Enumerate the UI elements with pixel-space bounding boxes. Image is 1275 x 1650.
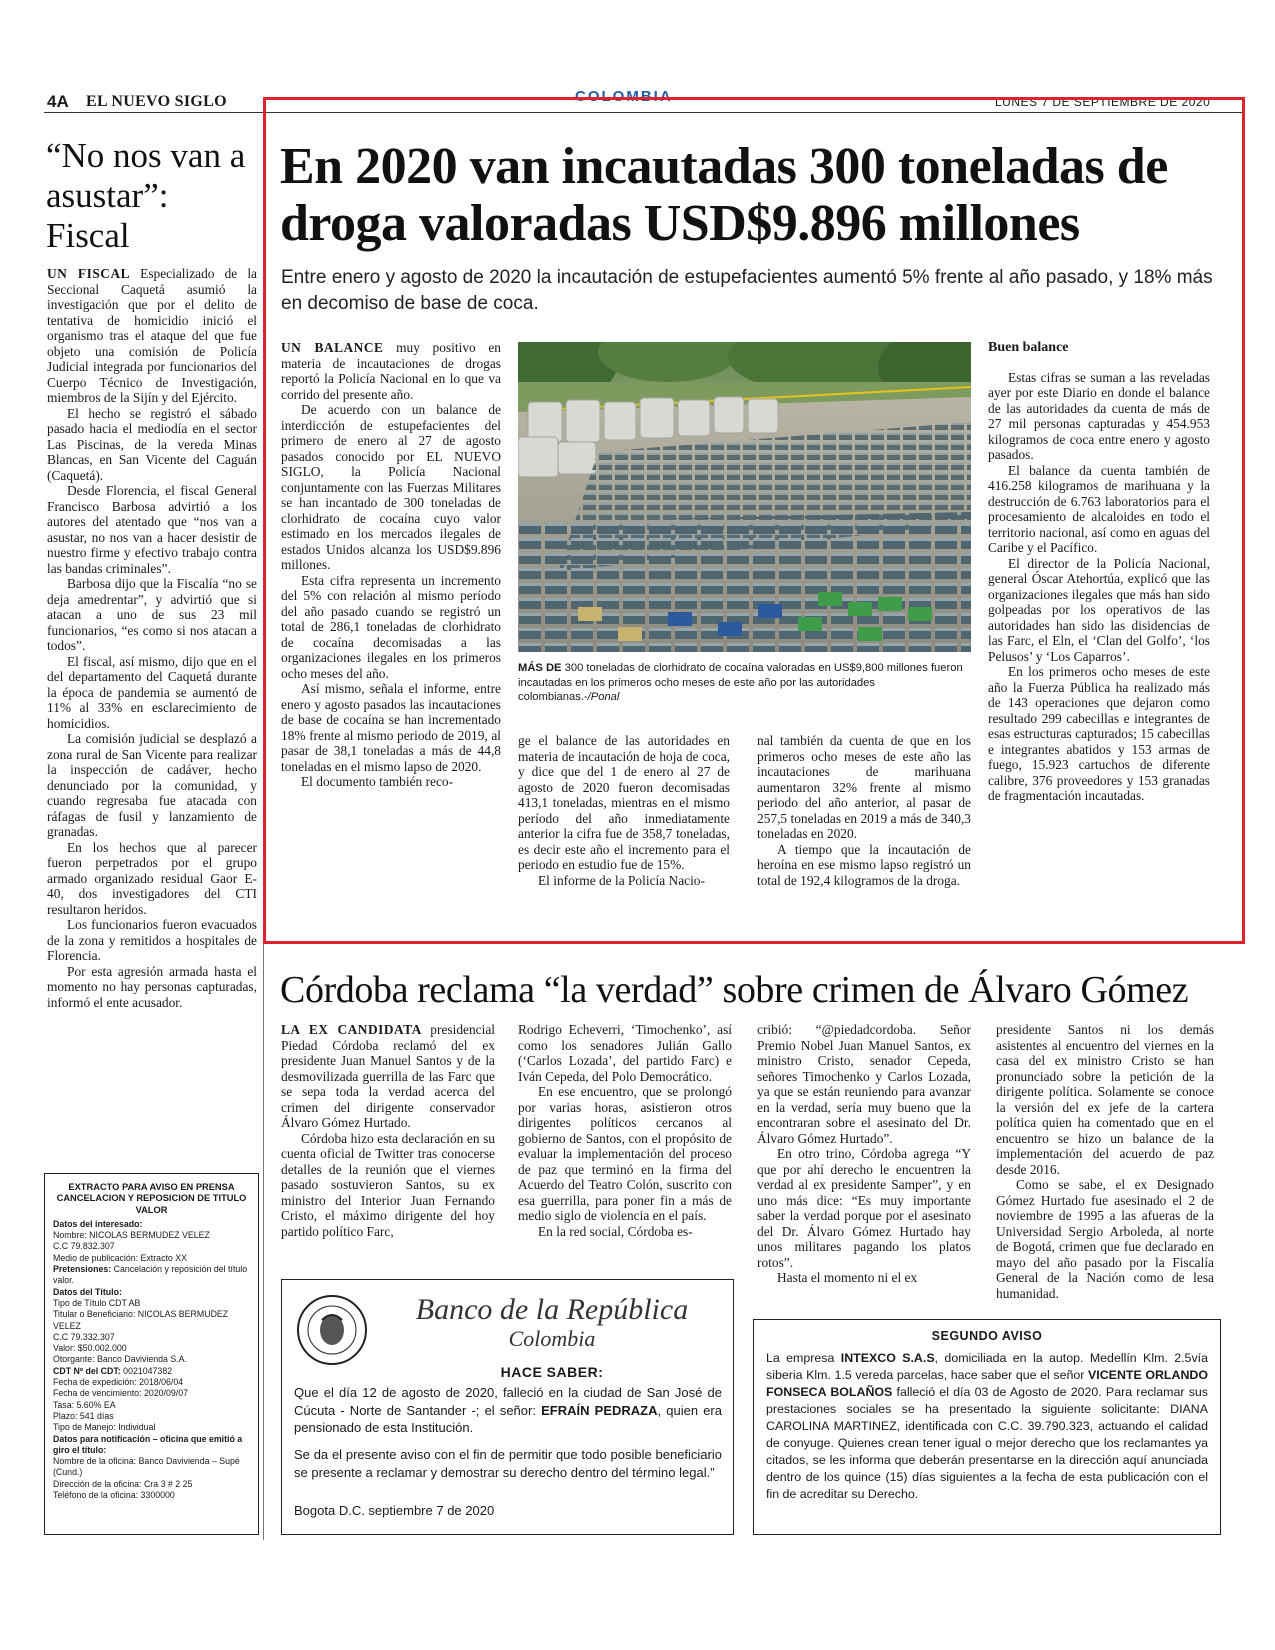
left-article-paragraph: El hecho se registró el sábado pasado hacia el mediodía en el sector Las Piscinas, de la vereda Minas Blancas, en San Vicente del Caguán (Caquetá).: [47, 405, 257, 483]
second-article-paragraph: Rodrigo Echeverri, ‘Timochenko’, así como los senadores Julián Gallo (‘Carlos Lozada’, del partido Farc) e Iván Cepeda, del Polo Democrático.: [518, 1022, 732, 1084]
main-article-paragraph: Esta cifra representa un incremento del 5% con relación al mismo período del año pasado cuando se registró un total de 286,1 toneladas de clorhidrato de cocaína decomisadas a las organizaciones ilegales en los primeros ocho meses del año.: [281, 572, 501, 681]
left-article-paragraph: Desde Florencia, el fiscal General Francisco Barbosa advirtió a los autores del atentado que “nos van a asustar, no nos van a hacer desistir de nuestro firme y efectivo trabajo contra las bandas criminales”.: [47, 483, 257, 576]
photo-caption: [518, 661, 971, 705]
legal-notice-title: EXTRACTO PARA AVISO EN PRENSA CANCELACION Y REPOSICION DE TITULO VALOR: [56, 1182, 247, 1215]
second-article-lead: LA EX CANDIDATA: [281, 1022, 422, 1037]
main-article-column-3: [757, 733, 971, 888]
legal-notice-label: Datos del Título:: [53, 1286, 122, 1297]
legal-notice-rows: [53, 1219, 250, 1501]
bank-notice-box: [281, 1279, 734, 1535]
legal-notice-row: [53, 1490, 250, 1501]
left-article-paragraph: Barbosa dijo que la Fiscalía “no se deja amedrentar”, y advirtió que si atacan a uno de sus 23 mil funcionarios, “es como si nos atacan a todos”.: [47, 576, 257, 653]
legal-notice-label: Datos para notificación – oficina que emitió a giro el título:: [53, 1433, 243, 1455]
second-article-headline: Córdoba reclama “la verdad” sobre crimen de Álvaro Gómez: [280, 969, 1189, 1011]
legal-notice-value: C.C 79.332.307: [53, 1331, 115, 1342]
bank-notice-paragraph: Se da el presente aviso con el fin de permitir que todo posible beneficiario se presente a reclamar y demostrar su derecho dentro del término legal.”: [294, 1447, 722, 1480]
legal-notice-row: [53, 1287, 250, 1298]
bank-seal-icon: [296, 1294, 368, 1366]
legal-notice-row: [53, 1377, 250, 1388]
legal-notice-row: [53, 1411, 250, 1422]
second-article-paragraph: En la red social, Córdoba es-: [538, 1223, 693, 1239]
bank-name: Banco de la República: [415, 1293, 689, 1326]
legal-notice-row: [53, 1354, 250, 1365]
main-article-paragraph: nal también da cuenta de que en los primeros ocho meses de este año las incautaciones de marihuana aumentaron 32% frente al mismo periodo del año anterior, al pasar de 257,5 toneladas en 2019 a más de 340,3 toneladas en 2020.: [757, 733, 971, 841]
second-article-paragraph: En ese encuentro, que se prolongó por varias horas, asistieron otros dirigentes políticos cercanos al gobierno de Santos, con el propósito de evaluar la implementación del proceso de paz que terminó en la firma del Acuerdo del Teatro Colón, suscrito con esa guerrilla, para poner fin a más de medio siglo de violencia en el país.: [518, 1084, 732, 1223]
bank-notice-text: Que el día 12 de agosto de 2020, falleció en la ciudad de San José de Cúcuta - Norte de Santander -; el señor:: [294, 1385, 722, 1418]
header-divider: [44, 112, 1244, 113]
bank-notice-signature: Bogota D.C. septiembre 7 de 2020: [294, 1503, 495, 1518]
bank-notice-paragraph: [294, 1384, 722, 1437]
segundo-aviso-text: [766, 1350, 1208, 1503]
legal-notice-value: Plazo: 541 días: [53, 1410, 114, 1421]
legal-notice-row: [53, 1479, 250, 1490]
aviso-text: La empresa: [766, 1351, 841, 1365]
legal-notice-label: Pretensiones:: [53, 1264, 112, 1275]
bank-hace-saber: HACE SABER:: [500, 1364, 604, 1380]
legal-notice-row: [53, 1241, 250, 1252]
main-article-paragraph: muy positivo en materia de incautaciones de drogas reportó la Policía Nacional en lo que va corrido del presente año.: [281, 340, 501, 402]
legal-notice-value: Tasa: 5.60% EA: [53, 1399, 116, 1410]
main-article-paragraph: A tiempo que la incautación de heroína en ese mismo lapso registró un total de 192,4 kilogramos de la droga.: [757, 841, 971, 888]
main-article-paragraph: De acuerdo con un balance de interdicción de estupefacientes del primero de enero al 27 de agosto pasados conocido por EL NUEVO SIGLO, la Policía Nacional conjuntamente con las Fuerzas Militares se han incantado de 300 toneladas de clorhidrato de cocaína cuyo valor estimado en los mercados ilegales de estados Unidos alcanza los USD$9.896 millones.: [281, 402, 501, 572]
drug-seizure-photo: [518, 342, 971, 652]
legal-notice-value: Otorgante: Banco Davivienda S.A.: [53, 1354, 187, 1365]
main-article-paragraph: Estas cifras se suman a las reveladas ayer por este Diario en donde el balance de las autoridades da cuenta de más de 27 mil personas capturadas y 454.953 kilogramos de coca entre enero y agosto pasados.: [988, 369, 1210, 462]
legal-notice-label: Datos del interesado:: [53, 1218, 143, 1229]
page-number: 4A: [47, 92, 69, 111]
aviso-company: INTEXCO S.A.S: [840, 1351, 935, 1365]
left-article-paragraph: Por esta agresión armada hasta el momento no hay personas capturadas, informó el ente acusador.: [47, 963, 257, 1010]
main-article-paragraph: El documento también reco-: [301, 774, 454, 789]
legal-notice-value: C.C 79.832.307: [53, 1241, 115, 1252]
bank-notice-text: , quien era pensionado de esta Institución.: [294, 1402, 722, 1435]
left-article-lead: UN FISCAL: [47, 266, 131, 281]
legal-notice-label: CDT Nº del CDT:: [53, 1365, 121, 1376]
second-article-column-4: [996, 1022, 1214, 1301]
legal-notice-row: [53, 1400, 250, 1411]
main-article-column-1: [281, 340, 501, 790]
second-article-paragraph: Córdoba hizo esta declaración en su cuenta oficial de Twitter tras conocerse detalles de la reunión que el viernes pasado sostuvieron Santos, su ex ministro del Interior Juan Fernando Cristo, el máximo dirigente del hoy partido político Farc,: [281, 1130, 495, 1239]
legal-notice-row: [53, 1456, 250, 1479]
main-article-paragraph: Así mismo, señala el informe, entre enero y agosto pasados las incautaciones de base de cocaína se han incrementado 18% frente al mismo periodo de 2019, al pasar de 38,1 toneladas a más de 44,8 toneladas en el mismo lapso de 2020.: [281, 681, 501, 774]
legal-notice-row: [53, 1422, 250, 1433]
legal-notice-value: Teléfono de la oficina: 3300000: [53, 1490, 175, 1501]
legal-notice-row: [53, 1332, 250, 1343]
section-name: COLOMBIA: [575, 88, 673, 105]
main-article-headline: En 2020 van incautadas 300 toneladas de droga valoradas USD$9.896 millones: [280, 138, 1168, 252]
segundo-aviso-title: SEGUNDO AVISO: [931, 1329, 1043, 1343]
segundo-aviso-box: [753, 1319, 1221, 1535]
left-article-paragraph: Los funcionarios fueron evacuados de la zona y remitidos a hospitales de Florencia.: [47, 917, 257, 963]
main-article-paragraph: El director de la Policía Nacional, general Óscar Atehortúa, explicó que las organizaciones ilegales que más han sido golpeadas por los operativos de las autoridades han sido las disidencias de las Farc, el Eln, el ‘Clan del Golfo’, ‘los Pelusos’ y ‘Los Caparros’.: [988, 555, 1210, 664]
second-article-paragraph: Hasta el momento ni el ex: [777, 1270, 918, 1285]
legal-notice-value: Dirección de la oficina: Cra 3 # 2 25: [53, 1478, 193, 1489]
bank-country: Colombia: [508, 1326, 596, 1351]
legal-notice-value: Medio de publicación: Extracto XX: [53, 1252, 187, 1263]
left-article-paragraph: Especializado de la Seccional Caquetá asumió la investigación que por el delito de tentativa de homicidio inició el organismo tras el ataque del que fue objeto una comisión de Policía Judicial integrada por funcionarios del Cuerpo Técnico de Investigación, miembros de la Sijín y del Ejército.: [47, 266, 257, 405]
left-article-headline: “No nos van a asustar”: Fiscal: [46, 136, 246, 255]
legal-notice-row: [53, 1434, 250, 1457]
second-article-paragraph: presidencial Piedad Córdoba reclamó del ex presidente Juan Manuel Santos y de la desmovilizada guerrilla de las Farc que se sepa toda la verdad acerca del crimen del dirigente conservador Álvaro Gómez Hurtado.: [281, 1022, 495, 1130]
legal-notice-value: Tipo de Título CDT AB: [53, 1297, 141, 1308]
second-article-column-2: [518, 1022, 732, 1239]
second-article-paragraph: presidente Santos ni los demás asistentes al encuentro del viernes en la casa del ex ministro Cristo se han pronunciado sobre la petición de la dirigente política. Solamente se conoce la versión del ex jefe de la cartera política quien ha comentado que en el encuentro se hizo un balance de la implementación del acuerdo de paz desde 2016.: [996, 1022, 1214, 1177]
photo-caption-text: 300 toneladas de clorhidrato de cocaína valoradas en US$9,800 millones fueron incautadas en los primeros ocho meses de este año por las autoridades colombianas.-: [518, 662, 963, 703]
legal-notice-row: [53, 1366, 250, 1377]
second-article-paragraph: Como se sabe, el ex Designado Gómez Hurtado fue asesinado el 2 de noviembre de 1995 a las afueras de la Universidad Sergio Arboleda, al norte de Bogotá, crimen que fue declarado en mayo del año pasado por la Fiscalía General de la Nación como de lesa humanidad.: [996, 1177, 1214, 1301]
aviso-person: VICENTE ORLANDO FONSECA BOLAÑOS: [766, 1368, 1208, 1399]
legal-notice-row: [53, 1253, 250, 1264]
legal-notice-box: [44, 1173, 259, 1535]
main-article-column-2: [518, 733, 730, 888]
second-article-paragraph: En otro trino, Córdoba agrega “Y que por ahí derecho le encuentren la verdad al ex presidente Samper”, y en uno más dice: “Es muy importante saber la verdad porque por el asesinato del Dr. Álvaro Gómez Hurtado hay unos militares pagando los platos rotos”.: [757, 1146, 971, 1270]
main-article-paragraph: En los primeros ocho meses de este año la Fuerza Pública ha realizado más de 143 operaciones que dejaron como resultado 299 cabecillas e integrantes de esas estructuras capturados; 15 cabecillas e integrantes abatidos y 153 armas de fuego, 15.923 cartuchos de diferente calibre, 376 proveedores y 153 granadas de fragmentación incautadas.: [988, 664, 1210, 803]
legal-notice-row: [53, 1388, 250, 1399]
main-article-deck: Entre enero y agosto de 2020 la incautación de estupefacientes aumentó 5% frente al año pasado, y 18% más en decomiso de base de coca.: [281, 267, 1213, 314]
aviso-text: falleció el día 03 de Agosto de 2020. Para reclamar sus prestaciones sociales se ha presentado la siguiente solicitante: DIANA CAROLINA MARTINEZ, identificada con C.C. 39.790.323, actuando el calidad de conyuge. Quienes crean tener igual o mejor derecho que los reclamantes ya citados, se les informa que deberán presentarse en la dirección aquí anunciada dentro de los quince (15) días siguientes a la fecha de esta publicación con el fin de acreditar su Derecho.: [766, 1385, 1209, 1501]
legal-notice-value: Fecha de vencimiento: 2020/09/07: [53, 1388, 188, 1399]
left-article-paragraph: En los hechos que al parecer fueron perpetrados por el grupo armado organizado residual Gaor E-40, dos investigadores del CTI resultaron heridos.: [47, 839, 257, 917]
photo-caption-lead: MÁS DE: [518, 662, 562, 674]
main-article-lead: UN BALANCE: [281, 340, 384, 355]
legal-notice-value: Cancelación y reposición del título valor.: [53, 1264, 248, 1286]
legal-notice-row: [53, 1264, 250, 1287]
legal-notice-value: 0021047382: [120, 1365, 173, 1376]
left-article-body: [47, 266, 257, 1010]
legal-notice-value: Tipo de Manejo: Individual: [53, 1422, 156, 1433]
legal-notice-row: [53, 1298, 250, 1309]
left-article-paragraph: La comisión judicial se desplazó a zona rural de San Vicente para realizar la inspección de cadáver, hecho denunciado por la comunidad, y cuando regresaba fue atacada con ráfagas de fusil y lanzamiento de granadas.: [47, 731, 257, 839]
main-article-paragraph: El balance da cuenta también de 416.258 kilogramos de marihuana y la destrucción de 6.763 laboratorios para el procesamiento de alcaloides en todo el territorio nacional, así como en aguas del Caribe y el Pacífico.: [988, 462, 1210, 555]
legal-notice-value: Nombre: NICOLAS BERMUDEZ VELEZ: [53, 1230, 210, 1241]
legal-notice-value: Fecha de expedición: 2018/06/04: [53, 1377, 184, 1388]
main-article-paragraph: ge el balance de las autoridades en materia de incautación de hoja de coca, y dice que del 1 de enero al 27 de agosto de 2020 fueron decomisadas 413,1 toneladas, mientras en el mismo período del año inmediatamente anterior la cifra fue de 358,7 toneladas, es decir este año el incremento para el periodo en estudio fue de 15%.: [518, 733, 730, 872]
bank-notice-person: EFRAÍN PEDRAZA: [541, 1402, 658, 1418]
legal-notice-value: Titular o Beneficiario: NICOLAS BERMUDEZ VELEZ: [53, 1309, 229, 1331]
second-article-column-1: [281, 1022, 495, 1239]
main-article-subhead: Buen balance: [988, 340, 1069, 355]
column-divider: [263, 120, 264, 1540]
legal-notice-row: [53, 1309, 250, 1332]
main-article-paragraph: El informe de la Policía Nacio-: [538, 872, 705, 888]
newspaper-name: EL NUEVO SIGLO: [86, 93, 227, 110]
photo-credit: /Ponal: [587, 691, 620, 703]
issue-date: LUNES 7 DE SEPTIEMBRE DE 2020: [995, 95, 1211, 109]
second-article-paragraph: cribió: “@piedadcordoba. Señor Premio Nobel Juan Manuel Santos, ex ministro Cristo, senador Cepeda, señores Timochenko y Carlos Lozada, ya que se están reuniendo para avanzar en la verdad, sería muy bueno que la encontraran sobre el asesinato del Dr. Álvaro Gómez Hurtado”.: [757, 1022, 971, 1146]
legal-notice-row: [53, 1219, 250, 1230]
main-article-column-4: [988, 340, 1210, 804]
legal-notice-value: Valor: $50.002.000: [53, 1343, 127, 1354]
legal-notice-value: Nombre de la oficina: Banco Davivienda – Supé (Cund.): [53, 1456, 240, 1478]
legal-notice-row: [53, 1230, 250, 1241]
aviso-text: , domiciliada en la autop. Medellín Klm. 2.5vía siberia Klm. 1.5 vereda parcelas, hace saber que el señor: [766, 1351, 1208, 1382]
second-article-column-3: [757, 1022, 971, 1286]
legal-notice-row: [53, 1343, 250, 1354]
left-article-paragraph: El fiscal, así mismo, dijo que en el del departamento del Caquetá durante la época de pandemia se aumentó de 11% al 33% en esclarecimiento de homicidios.: [47, 653, 257, 731]
